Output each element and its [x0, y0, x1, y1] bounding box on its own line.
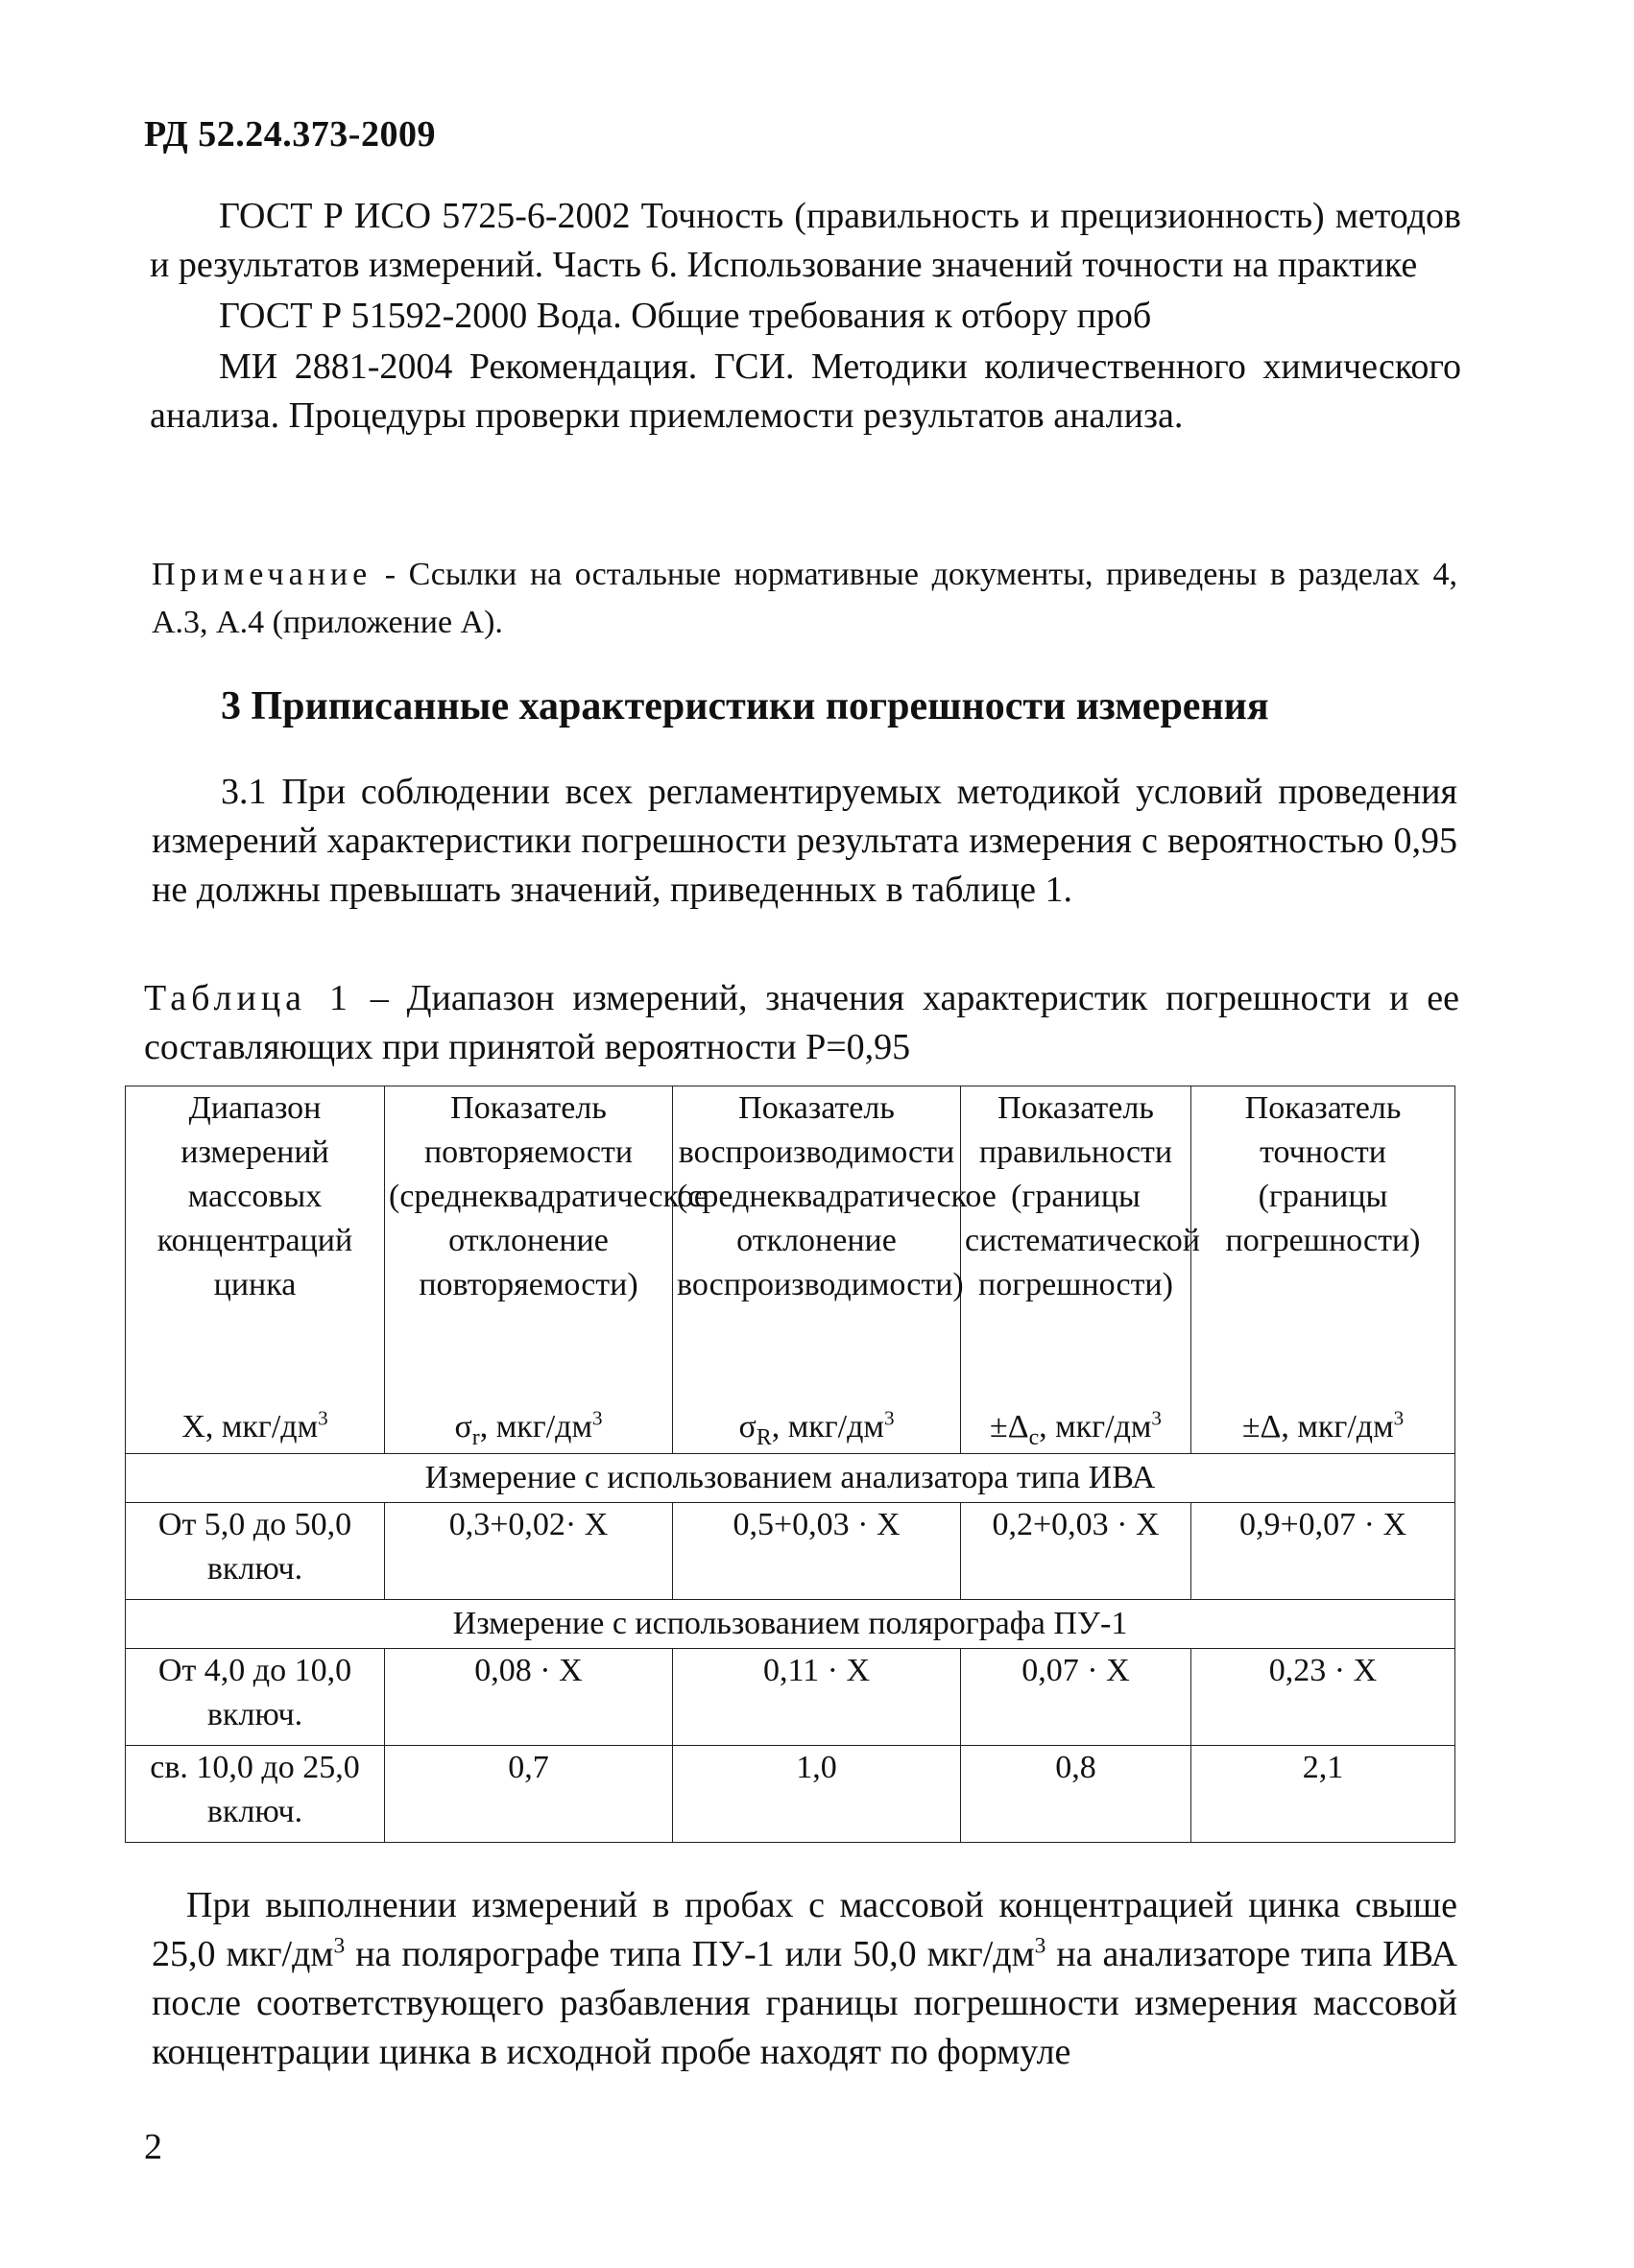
- reference-item: ГОСТ Р ИСО 5725-6-2002 Точность (правильность и прецизионность) методов и результатов измерений. Часть 6. Использование значений точности на практике: [150, 196, 1461, 285]
- note: [152, 551, 1457, 647]
- table-caption-text: – Диапазон измерений, значения характеристик погрешности и ее составляющих при принятой вероятности Р=0,95: [144, 978, 1459, 1067]
- note-text: - Ссылки на остальные нормативные документы, приведены в разделах 4, А.3, А.4 (приложение А).: [152, 557, 1457, 640]
- column-header-reproducibility: Показатель воспроизводимости (среднеквадратическое отклонение воспроизводимости) $\sigma_R$, мкг/$дм^3$: [673, 1086, 961, 1454]
- section-body: [152, 768, 1457, 917]
- section-paragraph: 3.1 При соблюдении всех регламентируемых методикой условий проведения измерений характеристики погрешности результата измерения с вероятностью 0,95 не должны превышать значений, приведенных в таблице 1.: [152, 772, 1457, 910]
- error-characteristics-table: [125, 1086, 1455, 1843]
- reference-item: МИ 2881-2004 Рекомендация. ГСИ. Методики количественного химического анализа. Процедуры проверки приемлемости результатов анализа.: [150, 346, 1461, 436]
- table-group-row: Измерение с использованием анализатора типа ИВА: [126, 1454, 1455, 1503]
- table-caption-label: Таблица 1: [144, 978, 352, 1018]
- table-caption: [144, 974, 1459, 1072]
- note-label: Примечание: [152, 557, 372, 592]
- document-code: РД 52.24.373-2009: [144, 114, 436, 155]
- table-header-row: [126, 1086, 1455, 1454]
- after-table-text: [152, 1881, 1457, 2079]
- section-title: 3 Приписанные характеристики погрешности измерения: [221, 684, 1269, 728]
- table-row: От 4,0 до 10,0 включ. 0,08 · Х 0,11 · Х 0,07 · Х 0,23 · Х: [126, 1649, 1455, 1746]
- table-row: св. 10,0 до 25,0 включ. 0,7 1,0 0,8 2,1: [126, 1746, 1455, 1843]
- reference-item: ГОСТ Р 51592-2000 Вода. Общие требования к отбору проб: [219, 296, 1152, 336]
- column-header-range: Диапазон измерений массовых концентраций цинка X, мкг/$дм^3$: [126, 1086, 385, 1454]
- after-table-paragraph: При выполнении измерений в пробах с массовой концентрацией цинка свыше 25,0 мкг/$дм^3$ на полярографе типа ПУ-1 или 50,0 мкг/$дм^3$ на анализаторе типа ИВА после соответствующего разбавления границы погрешности измерения массовой концентрации цинка в исходной пробе находят по формуле: [152, 1885, 1457, 2072]
- column-header-repeatability: Показатель повторяемости (среднеквадратическое отклонение повторяемости) $\sigma_r$, мкг/$дм^3$: [385, 1086, 673, 1454]
- table-group-row: Измерение с использованием полярографа ПУ-1: [126, 1600, 1455, 1649]
- page-number: 2: [144, 2127, 162, 2167]
- references-list: [150, 192, 1461, 442]
- table-row: От 5,0 до 50,0 включ. 0,3+0,02· Х 0,5+0,03 · Х 0,2+0,03 · Х 0,9+0,07 · Х: [126, 1503, 1455, 1600]
- column-header-accuracy: Показатель точности (границы погрешности) ±Δ, мкг/$дм^3$: [1191, 1086, 1455, 1454]
- column-header-trueness: Показатель правильности (границы систематической погрешности) $\pm\Delta_c$, мкг/$дм^3$: [961, 1086, 1191, 1454]
